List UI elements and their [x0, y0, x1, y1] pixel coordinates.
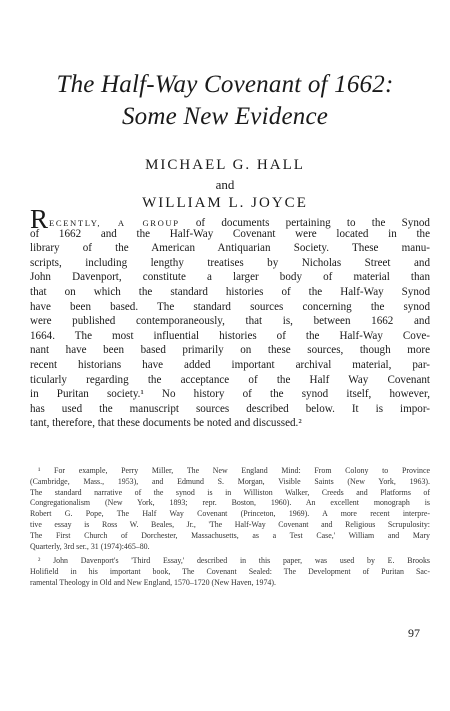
- footnote-line: ¹ For example, Perry Miller, The New England Mind: From Colony to Province: [38, 466, 430, 475]
- author-conjunction: and: [215, 177, 235, 192]
- body-line: John Davenport, constitute a larger body of material than: [30, 271, 430, 284]
- footnote-line: Congregationalism (New York, 1893; repr. Boston, 1960). An excellent monograph is: [30, 498, 430, 508]
- body-line: tant, therefore, that these documents be noted and discussed.²: [30, 417, 302, 430]
- body-line: has used the manuscript sources described below. It is impor-: [30, 402, 430, 415]
- body-line: scripts, including lengthy treatises by Nicholas Street and: [30, 256, 430, 269]
- body-line: RECENTLY, A GROUP of documents pertaining to the Synod: [30, 204, 430, 234]
- body-line: 1664. The most influential histories of the Half-Way Cove-: [30, 329, 430, 342]
- footnote-line: Robert G. Pope, The Half Way Covenant (Princeton, 1969). A more recent interpre-: [30, 509, 430, 519]
- author-1: MICHAEL G. HALL: [145, 157, 305, 173]
- article-title-line-2: Some New Evidence: [121, 103, 329, 130]
- footnote-line: Quarterly, 3rd ser., 31 (1974):465–80.: [30, 541, 150, 551]
- body-text: [30, 204, 430, 431]
- body-line: library of the American Antiquarian Society. These manu-: [30, 242, 430, 255]
- body-line: that on which the standard histories of the Half-Way Synod: [30, 285, 430, 298]
- footnote-line: ramental Theology in Old and New England, 1570–1720 (New Haven, 1974).: [30, 577, 276, 587]
- footnote-line: The First Church of Dorchester, Massachusetts, as a Test Case,' William and Mary: [30, 530, 430, 540]
- article-title-line-1: The Half-Way Covenant of 1662:: [56, 71, 394, 98]
- page-number: 97: [408, 626, 420, 640]
- body-line: of 1662 and the Half-Way Covenant were located in the: [30, 227, 430, 240]
- body-line: ticularly regarding the acceptance of the Half Way Covenant: [30, 373, 430, 386]
- small-caps-lead: ECENTLY, A GROUP: [49, 218, 180, 228]
- footnote-line: The standard narrative of the synod is in Williston Walker, Creeds and Platforms of: [30, 487, 430, 497]
- body-line: were published contemporaneously, that is, between 1662 and: [30, 315, 430, 328]
- footnote-line: ² John Davenport's 'Third Essay,' described in this paper, was used by E. Brooks: [38, 556, 430, 566]
- drop-cap: R: [30, 204, 49, 234]
- footnote-line: (Cambridge, Mass., 1953), and Edmund S. Morgan, Visible Saints (New York, 1963).: [30, 476, 430, 486]
- footnote-line: Holifield in his important book, The Covenant Sealed: The Development of Puritan Sac-: [30, 567, 430, 577]
- body-line: nant have been based primarily on these sources, though more: [30, 344, 430, 357]
- footnotes: [30, 466, 430, 589]
- author-2: WILLIAM L. JOYCE: [142, 195, 308, 211]
- body-line: recent historians have added important archival material, par-: [30, 358, 430, 371]
- footnote-line: tive essay is Ross W. Beales, Jr., 'The Half-Way Covenant and Religious Scrupulosity:: [30, 519, 430, 529]
- body-line: have been based. The standard sources concerning the synod: [30, 300, 430, 313]
- body-line: in Puritan society.¹ No history of the synod itself, however,: [30, 388, 430, 401]
